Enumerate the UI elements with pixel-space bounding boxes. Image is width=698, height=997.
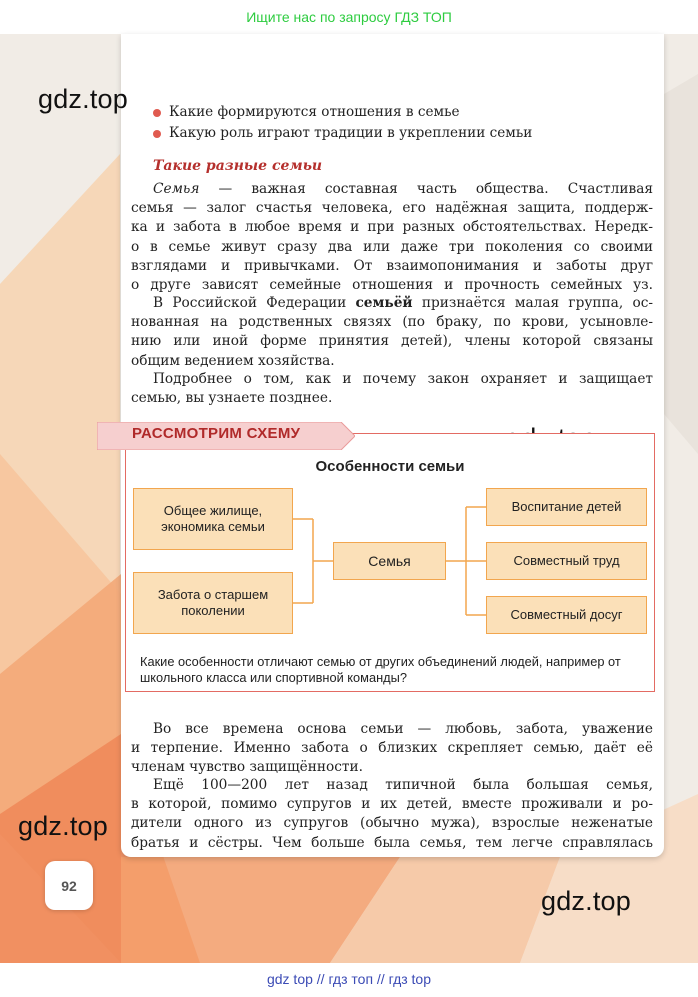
text-line: нию или иной форме принятия детей), члены которой связаны <box>131 333 653 350</box>
text-line: членам чувство защищённости. <box>131 759 363 776</box>
bullet-icon <box>153 109 161 117</box>
text-line: нованная на родственных связях (по браку, по крови, усыновле- <box>131 314 653 331</box>
schema-box-family: Семья <box>333 542 446 580</box>
text-line: семью, вы узнаете позднее. <box>131 390 333 407</box>
paragraph-more <box>131 370 653 408</box>
text-line: взглядами и привычками. От взаимопонимания и заботы друг <box>131 257 653 274</box>
section-title: Такие разные семьи <box>153 158 323 174</box>
schema-box-upbringing: Воспитание детей <box>486 488 647 526</box>
bottom-banner[interactable]: gdz top // гдз топ // гдз top <box>0 963 698 997</box>
list-item: Какую роль играют традиции в укреплении семьи <box>153 123 663 144</box>
paragraph-history <box>131 776 653 853</box>
text-line: Во все времена основа семьи — любовь, забота, уважение <box>153 721 653 737</box>
text-line: и терпение. Именно забота о близких скрепляет семью, даёт её <box>131 740 653 757</box>
text-line: общим ведением хозяйства. <box>131 352 335 369</box>
paragraph-law <box>131 294 653 371</box>
paragraph-basis <box>131 720 653 778</box>
schema-box-housing: Общее жилище, экономика семьи <box>133 488 293 550</box>
schema-title: Особенности семьи <box>315 458 465 475</box>
text-line: В Российской Федерации семьёй признаётся малая группа, ос- <box>153 295 653 311</box>
text-line: ка и забота в любое время и при разных обстоятельствах. Нередк- <box>131 219 653 236</box>
schema-box-joint-leisure: Совместный досуг <box>486 596 647 634</box>
watermark-3: gdz.top <box>18 811 108 841</box>
text-line: Семья — важная составная часть общества. Счастливая <box>153 181 653 197</box>
paragraph-family <box>131 180 653 295</box>
schema-header-label: РАССМОТРИМ СХЕМУ <box>132 425 301 442</box>
list-item: Какие формируются отношения в семье <box>153 102 663 123</box>
schema-box-joint-work: Совместный труд <box>486 542 647 580</box>
text-line: о друге зависят семейные отношения и прочность семейных уз. <box>131 277 653 294</box>
text-line: братья и сёстры. Чем больше была семья, тем легче справлялась <box>131 834 653 851</box>
text-line: дители одного из супругов (обычно мужа), взрослые неженатые <box>131 815 653 832</box>
schema-question: Какие особенности отличают семью от других объединений людей, например от школьного класса или спортивной команды? <box>140 654 621 685</box>
text-line: Ещё 100—200 лет назад типичной была большая семья, <box>153 777 653 793</box>
watermark-1: gdz.top <box>38 84 128 114</box>
text-line: о в семье живут сразу два или даже три поколения со своими <box>131 238 653 255</box>
text-line: в которой, помимо супругов и их детей, вместе проживали и ро- <box>131 796 653 813</box>
page-number: 92 <box>45 861 93 910</box>
schema-box-elderly-care: Забота о старшем поколении <box>133 572 293 634</box>
text-line: семья — залог счастья человека, его надёжная защита, поддерж- <box>131 200 653 217</box>
question-list <box>153 102 663 144</box>
bullet-icon <box>153 130 161 138</box>
top-banner[interactable]: Ищите нас по запросу ГДЗ ТОП <box>0 0 698 34</box>
watermark-4: gdz.top <box>541 886 631 916</box>
text-line: Подробнее о том, как и почему закон охраняет и защищает <box>153 371 653 387</box>
